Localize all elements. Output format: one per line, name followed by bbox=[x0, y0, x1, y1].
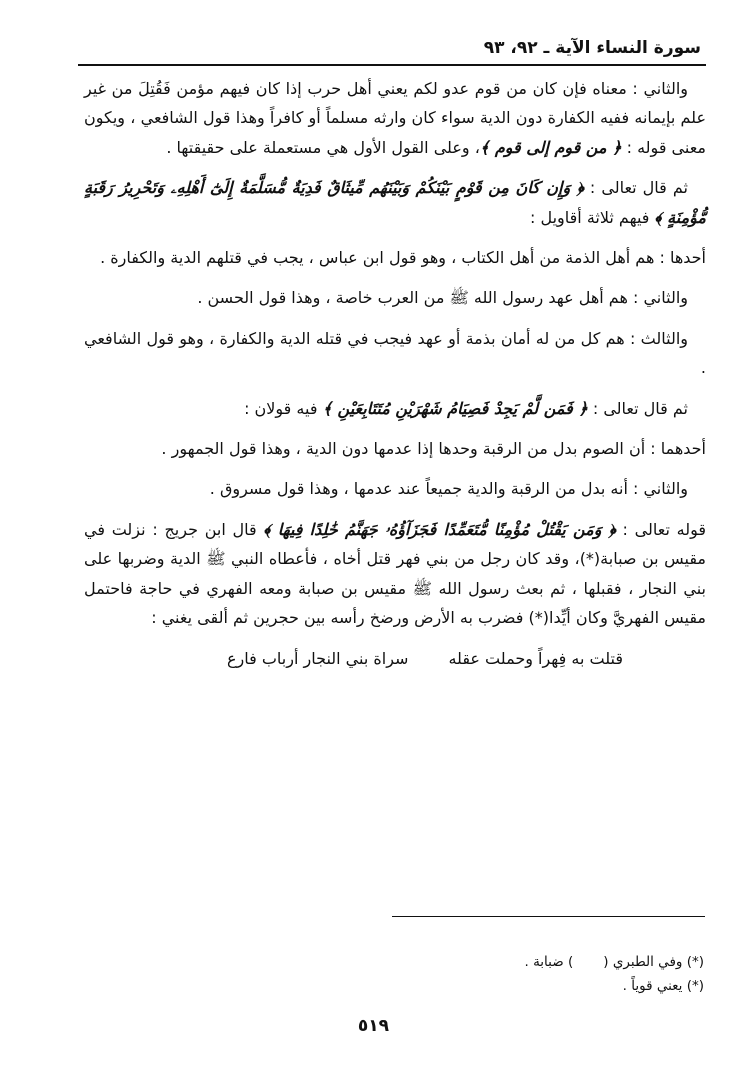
text-run: والثاني : أنه بدل من الرقبة والدية جميعاً عند عدمها ، وهذا قول مسروق . bbox=[209, 479, 688, 499]
quran-quote: ﴿ وَمَن يَقْتُلْ مُؤْمِنًا مُّتَعَمِّدًا فَجَزَآؤُهُۥ جَهَنَّمُ خَٰلِدًا فِيهَا ﴾ bbox=[263, 519, 616, 539]
text-run: فيه قولان : bbox=[244, 398, 323, 418]
paragraph-opinion-three bbox=[84, 324, 706, 383]
text-run: قال ابن جريج : نزلت في مقيس بن صبابة(*)، وقد كان رجل من بني فهر قتل أخاه ، فأعطاه النبي ﷺ الدية وضربها على بني النجار ، فقبلها ، ثم بعث رسول الله ﷺ مقيس بن صبابة ومعه الفهري في حاجة فاحتمل مقيس الفهريَّ وكان أيِّدا(*) فضرب به الأرض ورضخ رأسه بين حجرين ثم ألقى يغني : bbox=[84, 519, 706, 628]
paragraph-opinion-two bbox=[84, 283, 706, 312]
paragraph-verse-intentional-killing bbox=[84, 515, 706, 633]
paragraph-fasting-two bbox=[84, 474, 706, 503]
page-number: ٥١٩ bbox=[357, 1016, 390, 1036]
quran-quote: ﴿ من قوم إلى قوم ﴾ bbox=[479, 137, 622, 157]
text-run: فيهم ثلاثة أقاويل : bbox=[529, 207, 655, 227]
running-header: سورة النساء الآية ـ ٩٢، ٩٣ bbox=[483, 38, 701, 58]
paragraph-verse-treaty bbox=[84, 173, 706, 232]
footnote-item: (*) وفي الطبري ( ) ضبابة . bbox=[524, 954, 704, 970]
verse-second-hemistich: سراة بني النجار أرباب فارع bbox=[226, 648, 409, 668]
quran-quote: ﴿ وَإِن كَانَ مِن قَوْمٍ بَيْنَكُمْ وَبَيْنَهُم مِّيثَاقٌ فَدِيَةٌ مُّسَلَّمَةٌ إِلَىٰٓ أَهْلِهِۦ وَتَحْرِيرُ رَقَبَةٍ مُّؤْمِنَةٍ ﴾ bbox=[84, 178, 706, 227]
paragraph-verse-fasting bbox=[84, 394, 706, 423]
footnote-divider bbox=[392, 916, 705, 917]
paragraph-opinion-one bbox=[84, 243, 706, 272]
main-text bbox=[84, 74, 706, 673]
footnote-item: (*) يعني قوياً . bbox=[622, 978, 704, 994]
text-run: والثاني : هم أهل عهد رسول الله ﷺ من العرب خاصة ، وهذا قول الحسن . bbox=[197, 288, 688, 308]
text-run: والثالث : هم كل من له أمان بذمة أو عهد فيجب في قتله الدية والكفارة ، وهو قول الشافعي . bbox=[84, 328, 706, 378]
text-run: أحدهما : أن الصوم بدل من الرقبة وحدها إذا عدمها دون الدية ، وهذا قول الجمهور . bbox=[161, 439, 706, 459]
paragraph-second-meaning bbox=[84, 74, 706, 162]
poetry-verse bbox=[84, 644, 706, 673]
quran-quote: ﴿ فَمَن لَّمْ يَجِدْ فَصِيَامُ شَهْرَيْنِ مُتَتَابِعَيْنِ ﴾ bbox=[322, 398, 588, 418]
text-run: ، وعلى القول الأول هي مستعملة على حقيقتها . bbox=[166, 137, 480, 157]
footnotes bbox=[78, 950, 704, 998]
paragraph-fasting-one bbox=[84, 434, 706, 463]
text-run: أحدها : هم أهل الذمة من أهل الكتاب ، وهو قول ابن عباس ، يجب في قتلهم الدية والكفارة . bbox=[100, 248, 706, 268]
verse-first-hemistich: قتلت به فِهراً وحملت عقله bbox=[448, 648, 623, 668]
text-run: ثم قال تعالى : bbox=[583, 178, 688, 198]
text-run: ثم قال تعالى : bbox=[587, 398, 688, 418]
text-run: من غير علم بإيمانه ففيه الكفارة دون الدية سواء كان وارثه مسلماً أو كافراً وهذا قول الشافعي ، ويكون معنى قوله : bbox=[84, 79, 706, 157]
text-run: قوله تعالى : bbox=[615, 519, 706, 539]
text-run: فَقُتِلَ bbox=[138, 79, 171, 98]
header-divider bbox=[78, 64, 706, 66]
text-run: والثاني : معناه فإن كان من قوم عدو لكم يعني أهل حرب إذا كان فيهم مؤمن bbox=[170, 79, 688, 98]
